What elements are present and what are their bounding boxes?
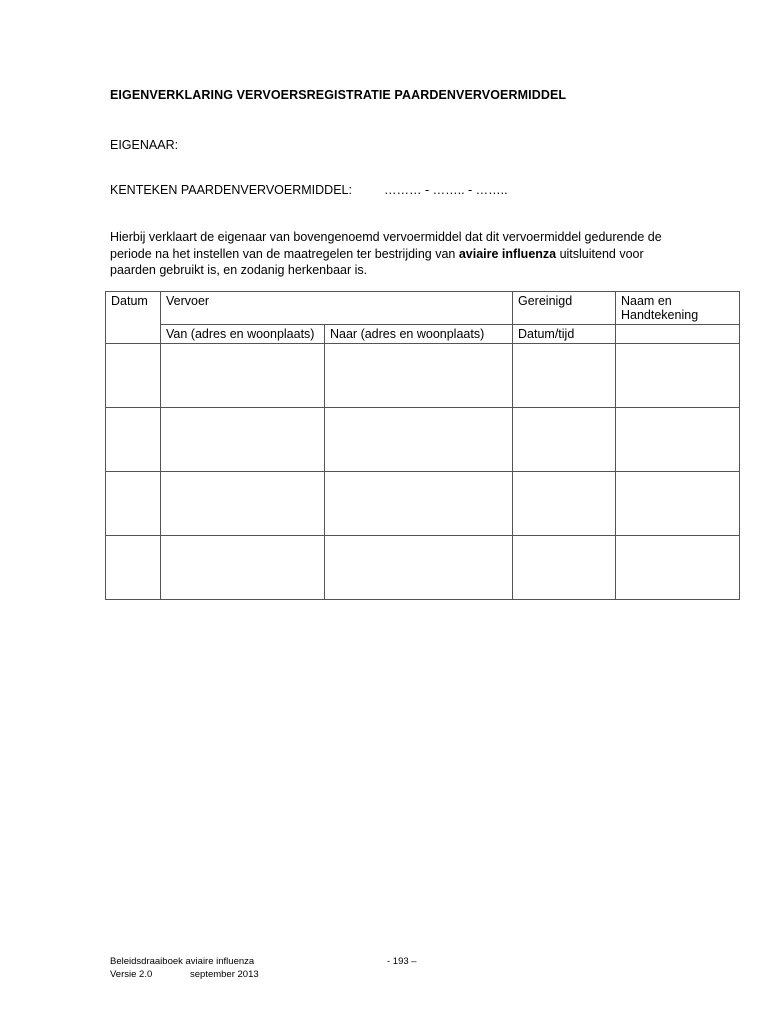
header-naam: Naam en Handtekening (616, 292, 740, 325)
table-header-row (106, 292, 740, 325)
cell-gereinigd[interactable] (513, 536, 616, 600)
page-footer (110, 955, 417, 981)
cell-naar[interactable] (325, 536, 513, 600)
cell-datum[interactable] (106, 536, 161, 600)
table-row (106, 344, 740, 408)
table-subheader-row (106, 325, 740, 344)
cell-naam[interactable] (616, 472, 740, 536)
footer-booklet: Beleidsdraaiboek aviaire influenza (110, 956, 255, 967)
intro-text-1: Hierbij verklaart de eigenaar van bovengenoemd vervoermiddel dat dit vervoermiddel gedurende de periode na het instellen van de maatregelen ter bestrijding van (110, 230, 662, 261)
owner-label: EIGENAAR: (110, 138, 179, 152)
header-vervoer: Vervoer (161, 292, 513, 325)
plate-label: KENTEKEN PAARDENVERVOERMIDDEL: (110, 183, 352, 197)
footer-version: Versie 2.0 (110, 969, 153, 980)
cell-naam[interactable] (616, 536, 740, 600)
cell-van[interactable] (161, 472, 325, 536)
cell-naar[interactable] (325, 408, 513, 472)
cell-gereinigd[interactable] (513, 344, 616, 408)
subheader-naam-blank (616, 325, 740, 344)
document-title: EIGENVERKLARING VERVOERSREGISTRATIE PAARDENVERVOERMIDDEL (110, 88, 567, 102)
cell-gereinigd[interactable] (513, 472, 616, 536)
footer-page-number: - 193 – (387, 956, 417, 967)
cell-naam[interactable] (616, 408, 740, 472)
subheader-van: Van (adres en woonplaats) (161, 325, 325, 344)
intro-bold-text: aviaire influenza (458, 246, 557, 261)
cell-naar[interactable] (325, 472, 513, 536)
table-row (106, 408, 740, 472)
cell-naam[interactable] (616, 344, 740, 408)
header-datum: Datum (106, 292, 161, 344)
cell-datum[interactable] (106, 472, 161, 536)
subheader-naar: Naar (adres en woonplaats) (325, 325, 513, 344)
plate-line (110, 183, 508, 197)
registration-table (105, 291, 740, 600)
cell-datum[interactable] (106, 408, 161, 472)
footer-date: september 2013 (190, 969, 259, 980)
table-row (106, 536, 740, 600)
cell-van[interactable] (161, 408, 325, 472)
header-gereinigd: Gereinigd (513, 292, 616, 325)
cell-van[interactable] (161, 344, 325, 408)
cell-naar[interactable] (325, 344, 513, 408)
intro-text-2: uitsluitend voor paarden gebruikt is, en zodanig herkenbaar is. (110, 246, 644, 277)
intro-paragraph (110, 229, 670, 279)
cell-datum[interactable] (106, 344, 161, 408)
subheader-datum-tijd: Datum/tijd (513, 325, 616, 344)
cell-gereinigd[interactable] (513, 408, 616, 472)
cell-van[interactable] (161, 536, 325, 600)
plate-value: ……… - …….. - …….. (384, 183, 508, 197)
table-row (106, 472, 740, 536)
